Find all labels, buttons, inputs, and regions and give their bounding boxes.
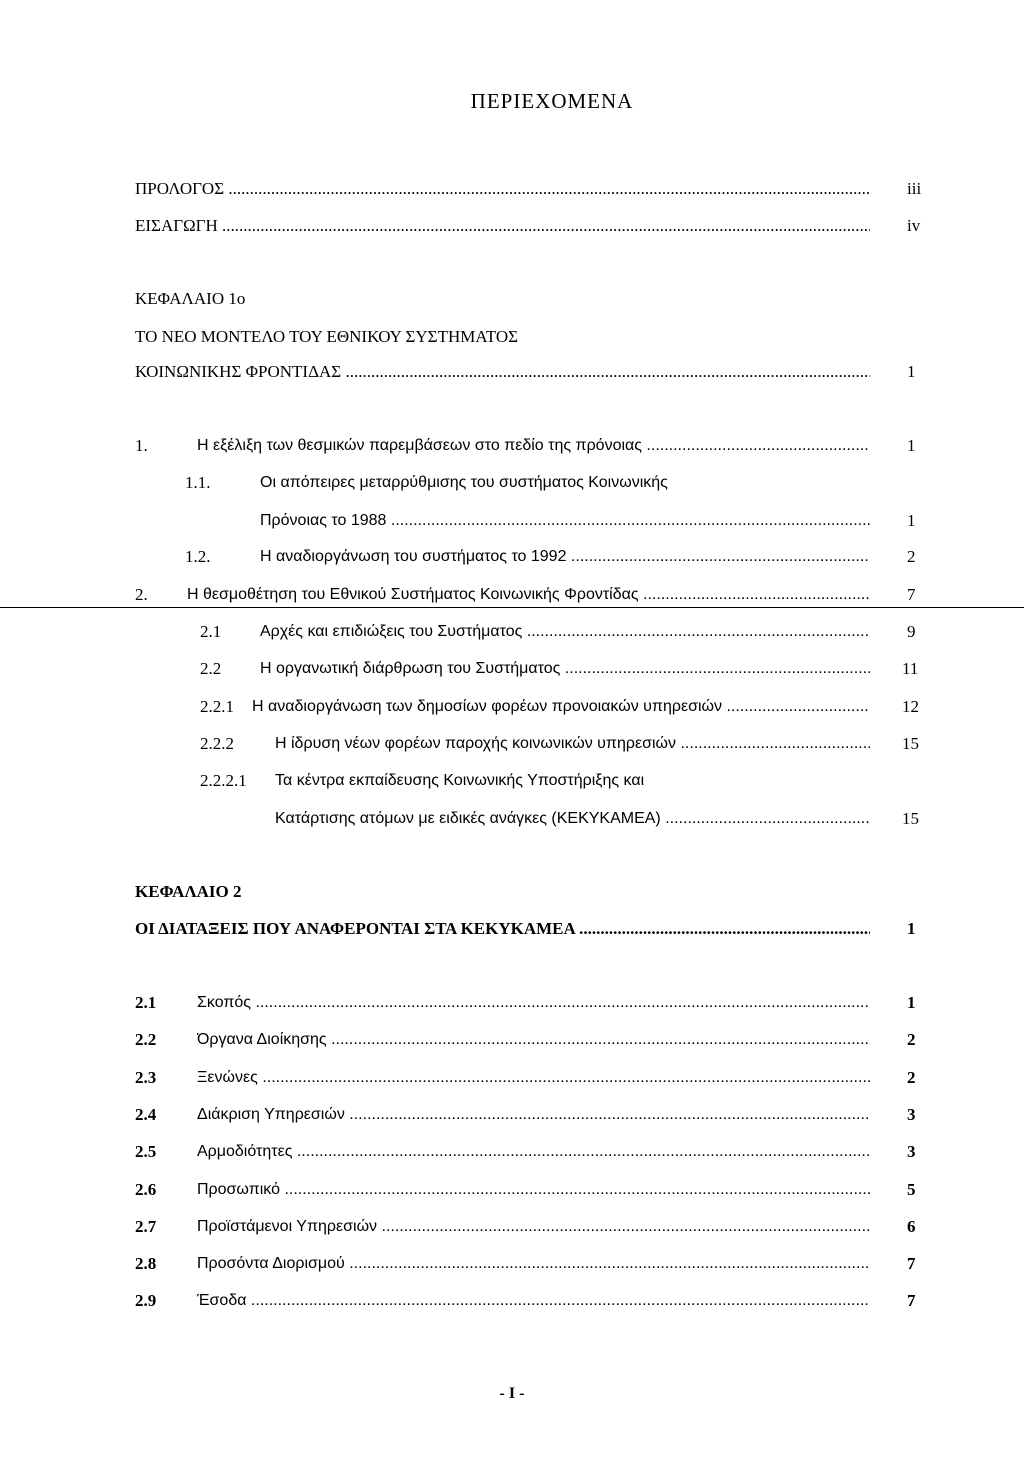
toc-label: Διάκριση Υπηρεσιών ..... [197,1104,870,1126]
toc-label: ΕΙΣΑΓΩΓΗ ..... [135,215,870,237]
toc-entry-2-1[interactable] [200,621,935,643]
toc-number: 2.1 [200,622,222,641]
toc-page: 11 [902,659,919,678]
chapter2-title-entry[interactable] [135,918,935,940]
toc-entry-ch2-5[interactable] [135,1141,935,1163]
chapter1-heading: ΚΕΦΑΛΑΙΟ 1ο [135,289,246,308]
toc-entry-2-2-2[interactable] [200,733,935,755]
toc-page: 15 [902,734,919,753]
toc-number: 2.8 [135,1254,157,1273]
toc-label: Η εξέλιξη των θεσμικών παρεμβάσεων στο πεδίο της πρόνοιας ..... [197,435,870,457]
toc-number: 2.2.2 [200,734,234,753]
toc-label: Η θεσμοθέτηση του Εθνικού Συστήματος Κοινωνικής Φροντίδας ..... [187,584,870,606]
toc-page: 7 [907,1254,916,1273]
toc-label: Κατάρτισης ατόμων με ειδικές ανάγκες (ΚΕΚΥΚΑΜΕΑ) ..... [275,808,870,830]
toc-label: Η ίδρυση νέων φορέων παροχής κοινωνικών υπηρεσιών ..... [275,733,870,755]
toc-entry-2-2-2-1[interactable] [200,770,935,792]
toc-label: Έσοδα ..... [197,1290,870,1312]
toc-number: 2.2.1 [200,697,234,716]
toc-entry-1-1[interactable] [185,472,935,494]
toc-page: 1 [907,436,916,455]
toc-number: 2.3 [135,1068,157,1087]
toc-entry-ch2-3[interactable] [135,1067,935,1089]
toc-page: 2 [907,1068,916,1087]
toc-page: 1 [907,511,916,530]
toc-page: 3 [907,1142,916,1161]
toc-page: iv [907,216,921,235]
toc-label: Η αναδιοργάνωση του συστήματος το 1992 ..... [260,546,870,568]
toc-label: Η οργανωτική διάρθρωση του Συστήματος ..... [260,658,870,680]
toc-entry-2-2[interactable] [200,658,935,680]
toc-entry-ch2-4[interactable] [135,1104,935,1126]
toc-number: 2.5 [135,1142,157,1161]
toc-label: Προϊστάμενοι Υπηρεσιών ..... [197,1216,870,1238]
toc-number: 2.6 [135,1180,157,1199]
toc-page: 1 [907,993,916,1012]
toc-page: 15 [902,809,919,828]
chapter2-heading: ΚΕΦΑΛΑΙΟ 2 [135,882,242,901]
toc-entry-2-2-1[interactable] [200,696,935,718]
toc-page: 1 [907,919,916,938]
toc-label: Η αναδιοργάνωση των δημοσίων φορέων προνοιακών υπηρεσιών ..... [252,696,870,718]
toc-label: Αρχές και επιδιώξεις του Συστήματος ..... [260,621,870,643]
toc-entry-ch2-7[interactable] [135,1216,935,1238]
chapter1-title-entry[interactable] [135,361,935,383]
toc-number: 1.1. [185,473,211,492]
toc-entry-prologue[interactable] [135,178,935,200]
toc-page: 5 [907,1180,916,1199]
toc-label: Σκοπός ..... [197,992,870,1014]
toc-page: 12 [902,697,919,716]
toc-label: Πρόνοιας το 1988 ..... [260,510,870,532]
toc-number: 2.1 [135,993,157,1012]
toc-number: 1. [135,436,148,455]
toc-number: 2.2 [200,659,222,678]
toc-number: 2.2.2.1 [200,771,247,790]
toc-number: 1.2. [185,547,211,566]
toc-page: 2 [907,547,916,566]
toc-label: Προσωπικό ..... [197,1179,870,1201]
toc-label: Τα κέντρα εκπαίδευσης Κοινωνικής Υποστήριξης και [275,772,645,789]
toc-entry-ch2-8[interactable] [135,1253,935,1275]
toc-entry-2-2-2-1-cont[interactable] [275,808,935,830]
toc-page: 3 [907,1105,916,1124]
toc-entry-ch2-9[interactable] [135,1290,935,1312]
page-number-footer: - I - [499,1385,525,1402]
toc-label: ΟΙ ΔΙΑΤΑΞΕΙΣ ΠΟΥ ΑΝΑΦΕΡΟΝΤΑΙ ΣΤΑ ΚΕΚΥΚΑΜΕΑ ..... [135,918,870,940]
toc-page: 7 [907,1291,916,1310]
toc-entry-1-2[interactable] [185,546,935,568]
toc-label: Αρμοδιότητες ..... [197,1141,870,1163]
toc-page: 6 [907,1217,916,1236]
toc-label: Οι απόπειρες μεταρρύθμισης του συστήματος Κοινωνικής [260,474,668,491]
toc-entry-ch2-2[interactable] [135,1029,935,1051]
toc-page: 9 [907,622,916,641]
toc-label: ΠΡΟΛΟΓΟΣ ..... [135,178,870,200]
toc-number: 2.2 [135,1030,157,1049]
toc-page: 7 [907,585,916,604]
toc-entry-2[interactable] [135,584,935,606]
page-title: ΠΕΡΙΕΧΟΜΕΝΑ [470,89,634,113]
toc-entry-1-1-cont[interactable] [260,510,935,532]
toc-number: 2.7 [135,1217,157,1236]
toc-entry-1[interactable] [135,435,935,457]
toc-number: 2.4 [135,1105,157,1124]
toc-entry-introduction[interactable] [135,215,935,237]
toc-entry-ch2-6[interactable] [135,1179,935,1201]
toc-number: 2. [135,585,148,604]
toc-label: Όργανα Διοίκησης ..... [197,1029,870,1051]
toc-entry-ch2-1[interactable] [135,992,935,1014]
toc-page: 2 [907,1030,916,1049]
chapter1-title-line1: ΤΟ ΝΕΟ ΜΟΝΤΕΛΟ ΤΟΥ ΕΘΝΙΚΟΥ ΣΥΣΤΗΜΑΤΟΣ [135,327,519,346]
toc-label: ΚΟΙΝΩΝΙΚΗΣ ΦΡΟΝΤΙΔΑΣ ..... [135,361,870,383]
toc-number: 2.9 [135,1291,157,1310]
toc-label: Ξενώνες ..... [197,1067,870,1089]
toc-page: iii [907,179,922,198]
toc-page: 1 [907,362,916,381]
toc-label: Προσόντα Διορισμού ..... [197,1253,870,1275]
horizontal-rule [0,607,1024,608]
